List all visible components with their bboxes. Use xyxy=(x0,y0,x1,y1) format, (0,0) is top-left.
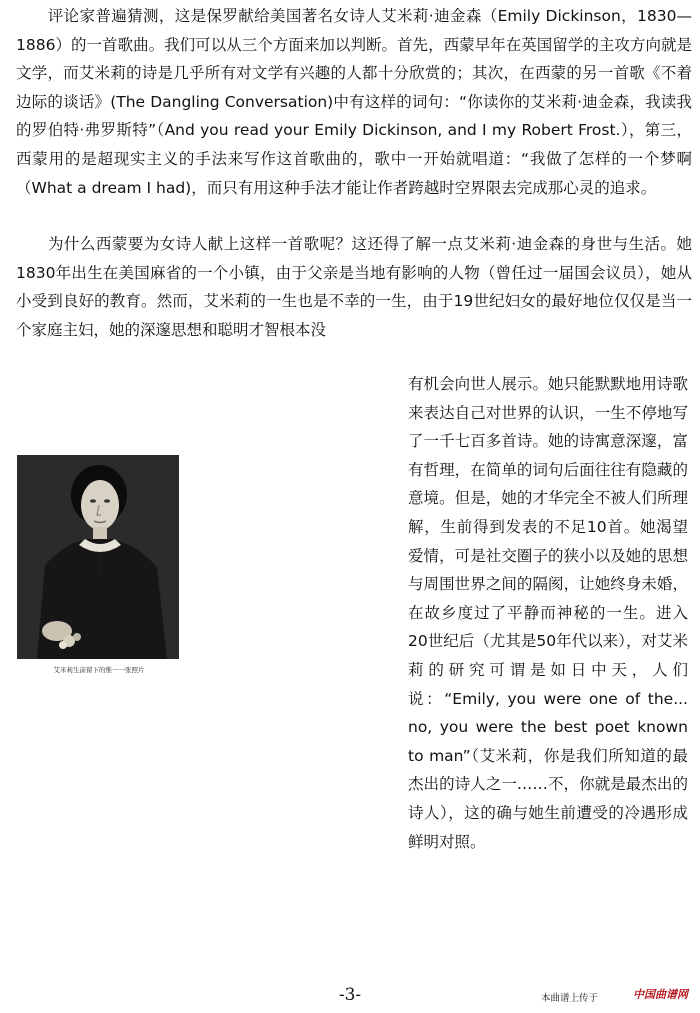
paragraph-2: 为什么西蒙要为女诗人献上这样一首歌呢？这还得了解一点艾米莉·迪金森的身世与生活。她1830年出生在美国麻省的一个小镇，由于父亲是当地有影响的人物（曾任过一届国会议员），她从小受到良好的教育。然而，艾米莉的一生也是不幸的一生，由于19世纪妇女的最好地位仅仅是当一个家庭主妇，她的深邃思想和聪明才智根本没 xyxy=(16,235,692,339)
upload-note: 本曲谱上传于 xyxy=(540,993,598,1004)
paragraph-1: 评论家普遍猜测，这是保罗献给美国著名女诗人艾米莉·迪金森（Emily Dickinson，1830—1886）的一首歌曲。我们可以从三个方面来加以判断。首先，西蒙早年在英国留学的主攻方向就是文学，而艾米莉的诗是几乎所有对文学有兴趣的人都十分欣赏的；其次，在西蒙的另一首歌《不着边际的谈话》(The Dangling Conversation)中有这样的词句：“你读你的艾米莉·迪金森，我读我的罗伯特·弗罗斯特”（And you read your Emily Dickinson, and I my Robert Frost.），第三，西蒙用的是超现实主义的手法来写作这首歌曲的，歌中一开始就唱道：“我做了怎样的一个梦啊（What a dream I had)，而只有用这种手法才能让作者跨越时空界限去完成那心灵的追求。 xyxy=(16,7,692,197)
portrait-photo xyxy=(17,455,179,659)
portrait-illustration xyxy=(17,455,179,659)
photo-caption: 艾米莉生前留下的惟一一张照片 xyxy=(53,666,145,674)
site-logo: 中国曲谱网 xyxy=(633,988,688,1001)
page-number: -3- xyxy=(338,985,362,1005)
paragraph-3: 有机会向世人展示。她只能默默地用诗歌来表达自己对世界的认识，一生不停地写了一千七百多首诗。她的诗寓意深邃，富有哲理，在简单的词句后面往往有隐藏的意境。但是，她的才华完全不被人们所理解，生前得到发表的不足10首。她渴望爱情，可是社交圈子的狭小以及她的思想与周围世界之间的隔阂，让她终身未婚，在故乡度过了平静而神秘的一生。进入20世纪后（尤其是50年代以来），对艾米莉的研究可谓是如日中天，人们说：“Emily, you were one of the... no, you were the best poet known to man”（艾米莉，你是我们所知道的最杰出的诗人之一……不，你就是最杰出的诗人），这的确与她生前遭受的冷遇形成鲜明对照。 xyxy=(408,375,688,851)
